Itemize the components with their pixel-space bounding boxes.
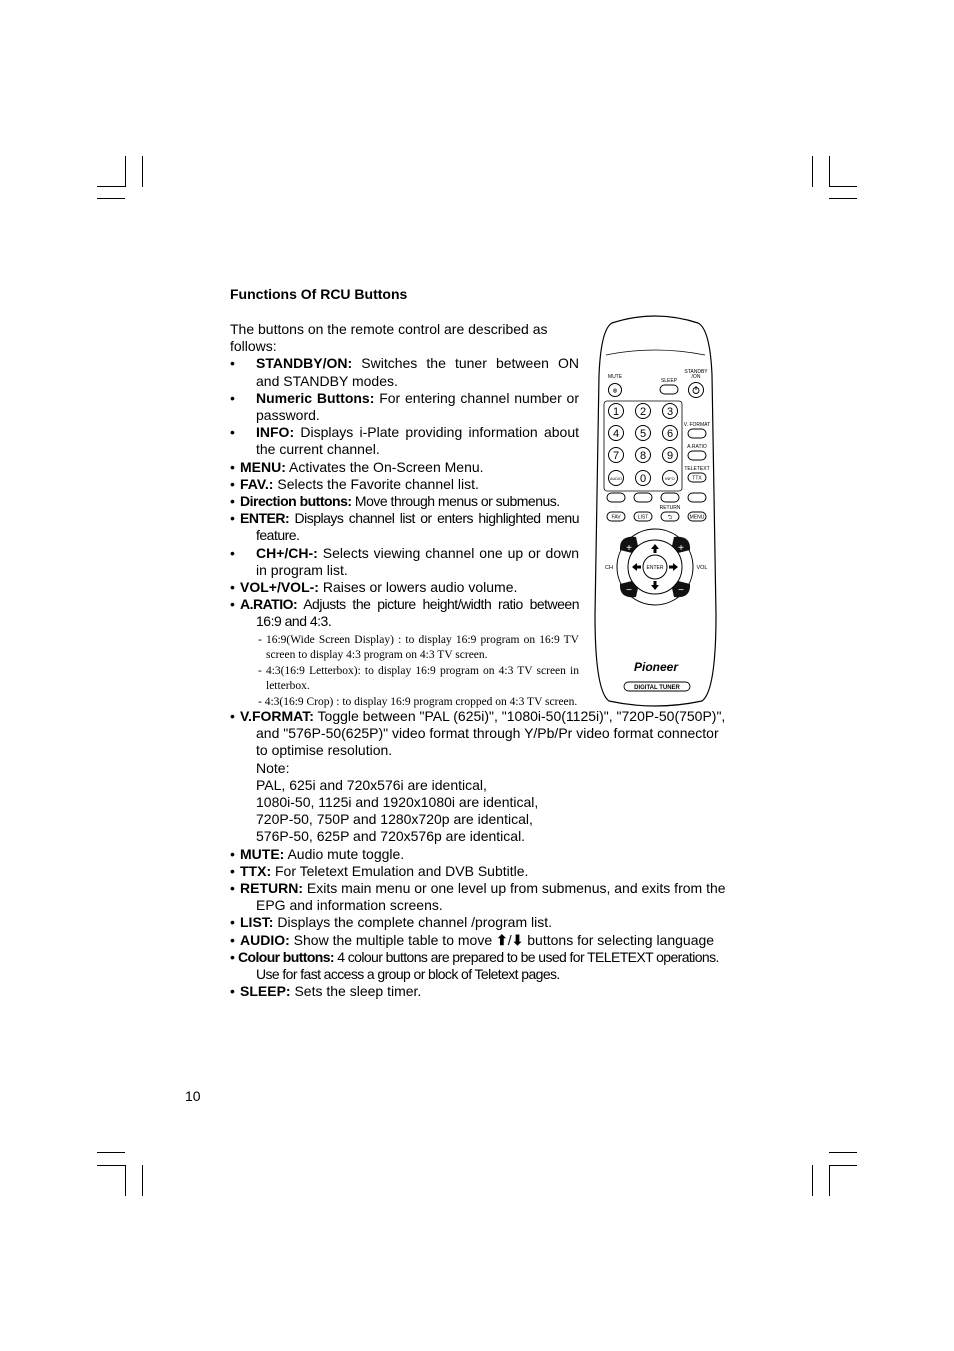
list-item: • VOL+/VOL-: Raises or lowers audio volume. (230, 579, 518, 596)
key-label: 2 (639, 406, 647, 418)
vformat-button[interactable] (688, 429, 706, 438)
vol-plus-icon: + (678, 543, 684, 554)
ttx-button-label: TTX (692, 475, 702, 482)
button-list (230, 355, 579, 710)
note-line: 576P-50, 625P and 720x576p are identical. (256, 828, 526, 845)
list-item: • ENTER: Displays channel list or enters highlighted menu feature. (230, 510, 579, 544)
button-list (230, 708, 728, 1000)
list-item: • CH+/CH-: Selects viewing channel one up or down in program list. (230, 544, 579, 578)
colour-button-yellow[interactable] (661, 493, 679, 502)
list-item: • Direction buttons: Move through menus or submenus. (230, 493, 560, 510)
teletext-label: TELETEXT (684, 466, 710, 472)
list-item-vformat: • V.FORMAT: Toggle between "PAL (625i)", "1080i-50(1125i)", "720P-50(750P)", and "576P-50(625P)" video format through Y/Pb/Pr video format connector to optimise resolution. Note: PAL, 625i and 720x576i are identical, 1080i-50, 1125i and 1920x1080i are identical, 720P-50, 750P and 1280x720p are identical, 576P-50, 625P and 720x576p are identical. (230, 708, 728, 846)
crop-mark (829, 186, 857, 187)
note-line: PAL, 625i and 720x576i are identical, (256, 776, 487, 793)
return-label: RETURN (659, 505, 681, 511)
aratio-button[interactable] (688, 451, 706, 460)
key-label: 3 (666, 406, 674, 418)
crop-mark (812, 156, 813, 187)
crop-mark (829, 1165, 857, 1166)
crop-mark (829, 156, 830, 187)
audio-button-label: AUDIO (609, 477, 623, 481)
menu-button-label: MENU (689, 514, 705, 521)
key-label: 0 (639, 473, 647, 485)
vol-label: VOL (696, 565, 708, 571)
crop-mark (97, 1152, 125, 1153)
crop-mark (142, 1165, 143, 1196)
key-label: 1 (612, 406, 620, 418)
key-label: 5 (639, 428, 647, 440)
page-number: 10 (185, 1088, 201, 1104)
list-item: • RETURN: Exits main menu or one level up from submenus, and exits from the EPG and information screens. (230, 880, 726, 914)
remote-control-illustration (592, 315, 719, 707)
note-line: 1080i-50, 1125i and 1920x1080i are identical, (256, 794, 539, 811)
mute-icon: ⊗ (612, 388, 618, 395)
list-item: • A.RATIO: Adjusts the picture height/width ratio between 16:9 and 4:3. - 16:9(Wide Screen Display) : to display 16:9 program on 16:9 TV screen to display 4:3 program on 4:3 TV screen. - 4:3(16:9 Letterbox): to display 16:9 program on 4:3 TV screen in letterbox. - 4:3(16:9 Crop) : to display 16:9 program cropped on 4:3 TV screen. (230, 596, 579, 710)
crop-mark (812, 1165, 813, 1196)
colour-button-green[interactable] (634, 493, 652, 502)
list-item: • STANDBY/ON: Switches the tuner between ON and STANDBY modes. (230, 355, 579, 389)
button-descriptions (230, 321, 579, 710)
ch-minus-icon: − (626, 585, 632, 596)
aratio-note: - 4:3(16:9 Crop) : to display 16:9 program cropped on 4:3 TV screen. (258, 695, 578, 708)
list-item: • FAV.: Selects the Favorite channel list. (230, 475, 479, 492)
note-label: Note: (256, 759, 290, 776)
crop-mark (97, 186, 125, 187)
aratio-label: A.RATIO (687, 444, 707, 450)
mute-label: MUTE (607, 374, 623, 380)
info-button-label: INFO (665, 476, 675, 481)
brand-logo: Pioneer (633, 660, 679, 674)
list-item: • MENU: Activates the On-Screen Menu. (230, 458, 484, 475)
list-button-label: LIST (637, 514, 649, 521)
sleep-button[interactable] (660, 385, 678, 394)
crop-mark (829, 1165, 830, 1196)
up-arrow-icon: ⬆ (496, 931, 508, 948)
ch-label: CH (605, 565, 613, 571)
sleep-label: SLEEP (660, 378, 678, 384)
crop-mark (142, 156, 143, 187)
down-arrow-icon: ⬇ (511, 931, 524, 948)
aratio-notes (256, 633, 579, 711)
crop-mark (829, 1152, 857, 1153)
fav-button-label: FAV (611, 514, 621, 521)
button-descriptions-continued (230, 708, 728, 1000)
section-heading: Functions Of RCU Buttons (230, 286, 408, 302)
crop-mark (125, 1165, 126, 1196)
colour-button-red[interactable] (607, 493, 625, 502)
standby-label: /ON (691, 374, 701, 380)
ch-plus-icon: + (626, 543, 632, 554)
aratio-note: - 4:3(16:9 Letterbox): to display 16:9 program on 4:3 TV screen in letterbox. (258, 664, 579, 693)
note-line: 720P-50, 750P and 1280x720p are identical, (256, 811, 533, 828)
digital-tuner-label: DIGITAL TUNER (634, 685, 680, 691)
intro-text: The buttons on the remote control are described as follows: (230, 321, 548, 355)
key-label: 7 (612, 450, 620, 462)
crop-mark (97, 198, 125, 199)
vformat-label: V. FORMAT (683, 422, 711, 428)
return-icon: ⮌ (667, 515, 673, 521)
vol-minus-icon: − (678, 585, 684, 596)
list-item: • TTX: For Teletext Emulation and DVB Subtitle. (230, 862, 529, 879)
key-label: 4 (612, 428, 620, 440)
crop-mark (97, 1165, 125, 1166)
crop-mark (829, 198, 857, 199)
crop-mark (125, 156, 126, 187)
list-item: • Colour buttons: 4 colour buttons are prepared to be used for TELETEXT operations. Use for fast access a group or block of Teletext pages. (230, 948, 719, 983)
list-item: • INFO: Displays i-Plate providing information about the current channel. (230, 424, 579, 458)
colour-button-blue[interactable] (688, 493, 706, 502)
aratio-note: - 16:9(Wide Screen Display) : to display 16:9 program on 16:9 TV screen to display 4:3 program on 4:3 TV screen. (258, 633, 579, 662)
list-item: • Numeric Buttons: For entering channel number or password. (230, 389, 579, 424)
key-label: 8 (639, 450, 647, 462)
key-label: 9 (666, 450, 674, 462)
key-label: 6 (666, 428, 674, 440)
standby-label: STANDBY (684, 369, 708, 375)
list-item: • AUDIO: Show the multiple table to move ⬆/⬇ buttons for selecting language (230, 931, 715, 948)
list-item: • MUTE: Audio mute toggle. (230, 845, 405, 862)
list-item: • LIST: Displays the complete channel /program list. (230, 914, 553, 931)
enter-label: ENTER (646, 565, 664, 571)
list-item: • SLEEP: Sets the sleep timer. (230, 983, 422, 1000)
